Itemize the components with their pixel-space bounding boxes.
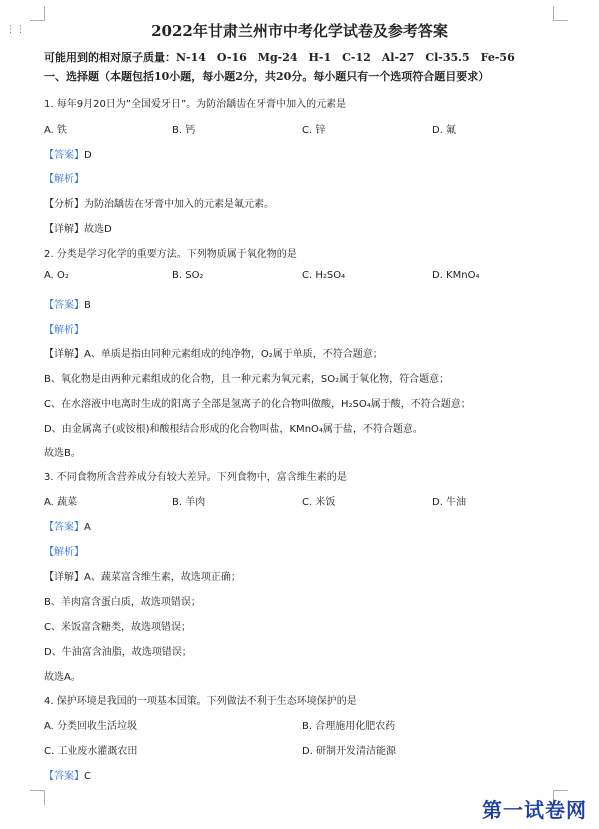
page-title: 2022年甘肃兰州市中考化学试卷及参考答案 [151, 22, 448, 40]
q4-answer: 【答案】C [44, 771, 91, 782]
answer-tag: 【答案】 [44, 150, 84, 161]
q2-detail-c: C、在水溶液中电离时生成的阳离子全部是氢离子的化合物叫做酸，H₂SO₄属于酸，不符合题意； [44, 399, 471, 410]
q2-option-d: D. KMnO₄ [432, 270, 480, 281]
q3-detail-a: 【详解】A、蔬菜富含维生素，故选项正确； [44, 572, 241, 583]
q1-answer [44, 146, 92, 161]
q4-option-a: A. 分类回收生活垃圾 [44, 721, 138, 732]
crop-mark-top-right [553, 6, 568, 21]
q2-conclusion: 故选B。 [44, 448, 81, 459]
q1-option-b: B. 钙 [172, 125, 196, 136]
atomic-masses: 可能用到的相对原子质量：N-14 O-16 Mg-24 H-1 C-12 Al-27 Cl-35.5 Fe-56 [44, 51, 515, 64]
q2-option-c: C. H₂SO₄ [302, 270, 346, 281]
crop-mark-bottom-left [30, 790, 45, 805]
q1-option-d: D. 氟 [432, 125, 457, 136]
q3-option-c: C. 米饭 [302, 497, 336, 508]
site-watermark: 第一试卷网 [482, 798, 587, 822]
q2-detail-b: B、氧化物是由两种元素组成的化合物，且一种元素为氧元素，SO₂属于氧化物，符合题意； [44, 374, 450, 385]
q1-option-a: A. 铁 [44, 125, 68, 136]
q1-fenxi: 【分析】为防治龋齿在牙膏中加入的元素是氟元素。 [44, 199, 274, 210]
question-2-stem: 2. 分类是学习化学的重要方法。下列物质属于氧化物的是 [44, 249, 297, 260]
crop-mark-top-left [30, 6, 45, 21]
q3-option-b: B. 羊肉 [172, 497, 206, 508]
q4-option-b: B. 合理施用化肥农药 [302, 721, 396, 732]
q3-detail-c: C、米饭富含糖类，故选项错误； [44, 622, 191, 633]
q3-conclusion: 故选A。 [44, 672, 81, 683]
q4-option-c: C. 工业废水灌溉农田 [44, 746, 138, 757]
q3-detail-d: D、牛油富含油脂，故选项错误； [44, 647, 192, 658]
question-1-stem: 1. 每年9月20日为”全国爱牙日”。为防治龋齿在牙膏中加入的元素是 [44, 99, 347, 110]
q3-analysis-tag: 【解析】 [44, 547, 84, 558]
q3-answer: 【答案】A [44, 522, 91, 533]
drag-handle-icon[interactable]: ⋮⋮ [6, 25, 26, 35]
q2-option-a: A. O₂ [44, 270, 69, 281]
q2-detail-d: D、由金属离子(或铵根)和酸根结合形成的化合物叫盐，KMnO₄属于盐，不符合题意。 [44, 424, 423, 435]
q2-option-b: B. SO₂ [172, 270, 204, 281]
q3-option-a: A. 蔬菜 [44, 497, 78, 508]
q1-detail: 【详解】故选D [44, 224, 112, 235]
q4-option-d: D. 研制开发清洁能源 [302, 746, 397, 757]
q2-detail-a: 【详解】A、单质是指由同种元素组成的纯净物，O₂属于单质，不符合题意； [44, 349, 383, 360]
q1-option-c: C. 锌 [302, 125, 326, 136]
q1-analysis-tag: 【解析】 [44, 174, 84, 185]
question-4-stem: 4. 保护环境是我国的一项基本国策。下列做法不利于生态环境保护的是 [44, 696, 357, 707]
question-3-stem: 3. 不同食物所含营养成分有较大差异。下列食物中，富含维生素的是 [44, 472, 347, 483]
answer-value: D [84, 150, 92, 161]
q2-analysis-tag: 【解析】 [44, 325, 84, 336]
section-heading: 一、选择题（本题包括10小题，每小题2分，共20分。每小题只有一个选项符合题目要求） [44, 70, 490, 83]
q3-detail-b: B、羊肉富含蛋白质，故选项错误； [44, 597, 201, 608]
q2-answer: 【答案】B [44, 300, 91, 311]
q3-option-d: D. 牛油 [432, 497, 467, 508]
